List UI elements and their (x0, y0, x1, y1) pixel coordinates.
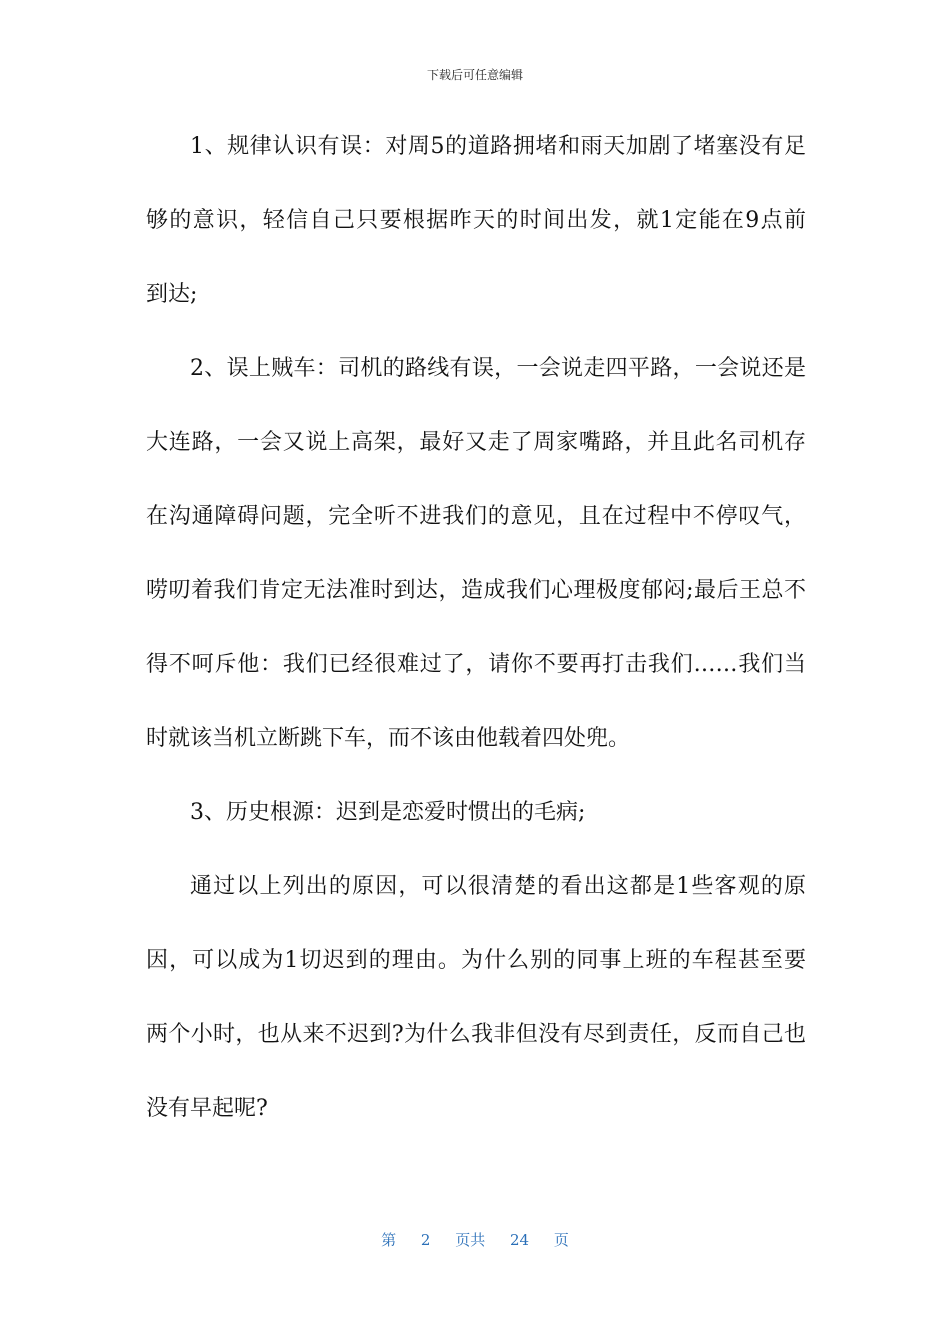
page-footer (0, 1229, 950, 1250)
paragraph-line: 时就该当机立断跳下车，而不该由他载着四处兜。 (146, 726, 631, 751)
paragraph-line: 得不呵斥他：我们已经很难过了，请你不要再打击我们……我们当 (146, 652, 806, 677)
footer-total-pages: 24 (510, 1231, 530, 1249)
paragraph-line: 1、规律认识有误：对周5的道路拥堵和雨天加剧了堵塞没有足 (190, 134, 806, 159)
document-body (146, 128, 806, 1164)
paragraph-line: 大连路，一会又说上高架，最好又走了周家嘴路，并且此名司机存 (146, 430, 806, 455)
paragraph-line: 因，可以成为1切迟到的理由。为什么别的同事上班的车程甚至要 (146, 948, 806, 973)
paragraph-line: 两个小时，也从来不迟到?为什么我非但没有尽到责任，反而自己也 (146, 1022, 806, 1047)
page-header: 下载后可任意编辑 (426, 68, 523, 82)
paragraph-line: 在沟通障碍问题，完全听不进我们的意见，且在过程中不停叹气， (146, 504, 806, 529)
footer-label-end: 页 (553, 1231, 569, 1249)
paragraph-line: 到达; (146, 282, 198, 307)
footer-page-number: 2 (420, 1231, 431, 1249)
footer-label-page: 第 (381, 1231, 397, 1249)
paragraph-line: 3、历史根源：迟到是恋爱时惯出的毛病; (190, 800, 586, 825)
paragraph-line: 没有早起呢? (146, 1096, 268, 1121)
paragraph-line: 够的意识，轻信自己只要根据昨天的时间出发，就1定能在9点前 (146, 208, 806, 233)
paragraph-line: 通过以上列出的原因，可以很清楚的看出这都是1些客观的原 (190, 874, 806, 899)
paragraph-line: 2、误上贼车：司机的路线有误，一会说走四平路，一会说还是 (190, 356, 806, 381)
footer-label-of: 页共 (455, 1231, 486, 1249)
paragraph-line: 唠叨着我们肯定无法准时到达，造成我们心理极度郁闷;最后王总不 (146, 578, 806, 603)
